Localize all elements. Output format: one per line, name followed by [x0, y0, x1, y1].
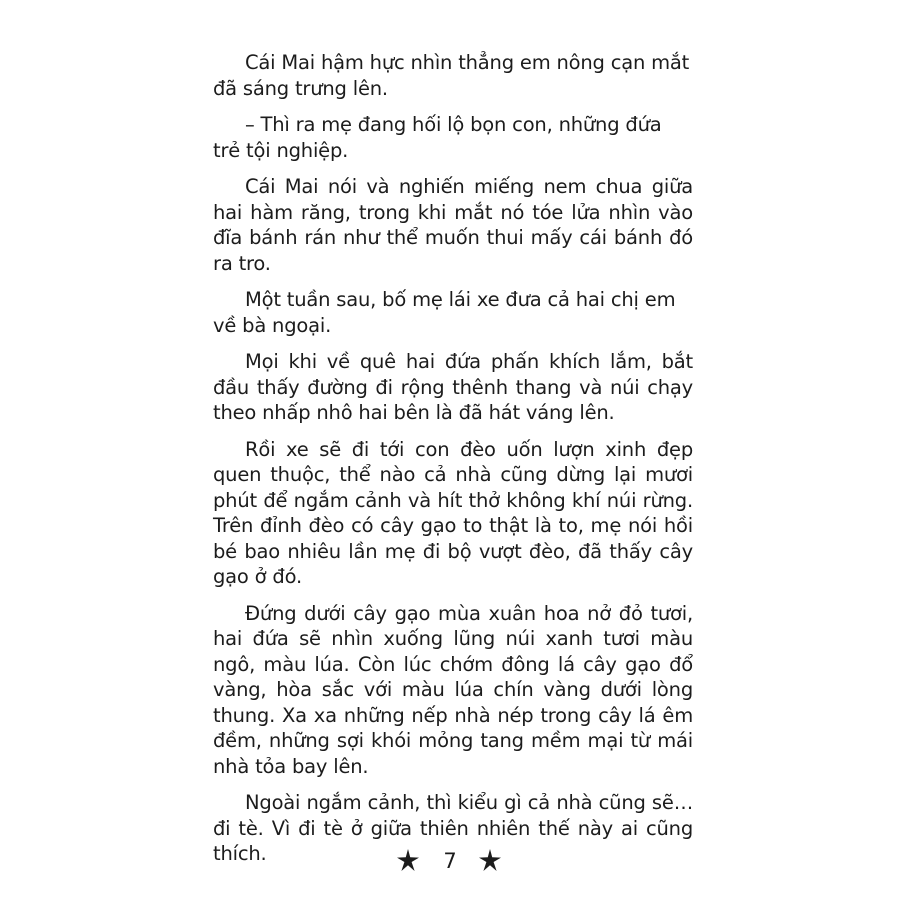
- paragraph: – Thì ra mẹ đang hối lộ bọn con, những đứa trẻ tội nghiệp.: [213, 113, 662, 162]
- star-icon: [478, 848, 502, 872]
- paragraph: Cái Mai nói và nghiến miếng nem chua giữa hai hàm răng, trong khi mắt nó tóe lửa nhìn vào đĩa bánh rán như thể muốn thui mấy cái bánh đó ra tro.: [213, 175, 693, 275]
- paragraph: Cái Mai hậm hực nhìn thẳng em nông cạn mắt đã sáng trưng lên.: [213, 51, 690, 100]
- paragraph: Một tuần sau, bố mẹ lái xe đưa cả hai chị em về bà ngoại.: [213, 288, 676, 337]
- paragraph: Ngoài ngắm cảnh, thì kiểu gì cả nhà cũng sẽ… đi tè. Vì đi tè ở giữa thiên nhiên thế này ai cũng thích.: [213, 791, 693, 865]
- paragraph: Mọi khi về quê hai đứa phấn khích lắm, bắt đầu thấy đường đi rộng thênh thang và núi chạy theo nhấp nhô hai bên là đã hát váng lên.: [213, 350, 693, 424]
- star-icon: [396, 848, 420, 872]
- page-number: 7: [443, 849, 457, 873]
- paragraph: Đứng dưới cây gạo mùa xuân hoa nở đỏ tươi, hai đứa sẽ nhìn xuống lũng núi xanh tươi màu ngô, màu lúa. Còn lúc chớm đông lá cây gạo đổ vàng, hòa sắc với màu lúa chín vàng dưới lòng thung. Xa xa những nếp nhà nép trong cây lá êm đềm, những sợi khói mỏng tang mềm mại từ mái nhà tỏa bay lên.: [213, 601, 693, 778]
- paragraph: Rồi xe sẽ đi tới con đèo uốn lượn xinh đẹp quen thuộc, thể nào cả nhà cũng dừng lại mươi phút để ngắm cảnh và hít thở không khí núi rừng. Trên đỉnh đèo có cây gạo to thật là to, mẹ nói hồi bé bao nhiêu lần mẹ đi bộ vượt đèo, đã thấy cây gạo ở đó.: [213, 437, 693, 588]
- page-footer: [0, 848, 900, 876]
- body-text: [213, 50, 693, 878]
